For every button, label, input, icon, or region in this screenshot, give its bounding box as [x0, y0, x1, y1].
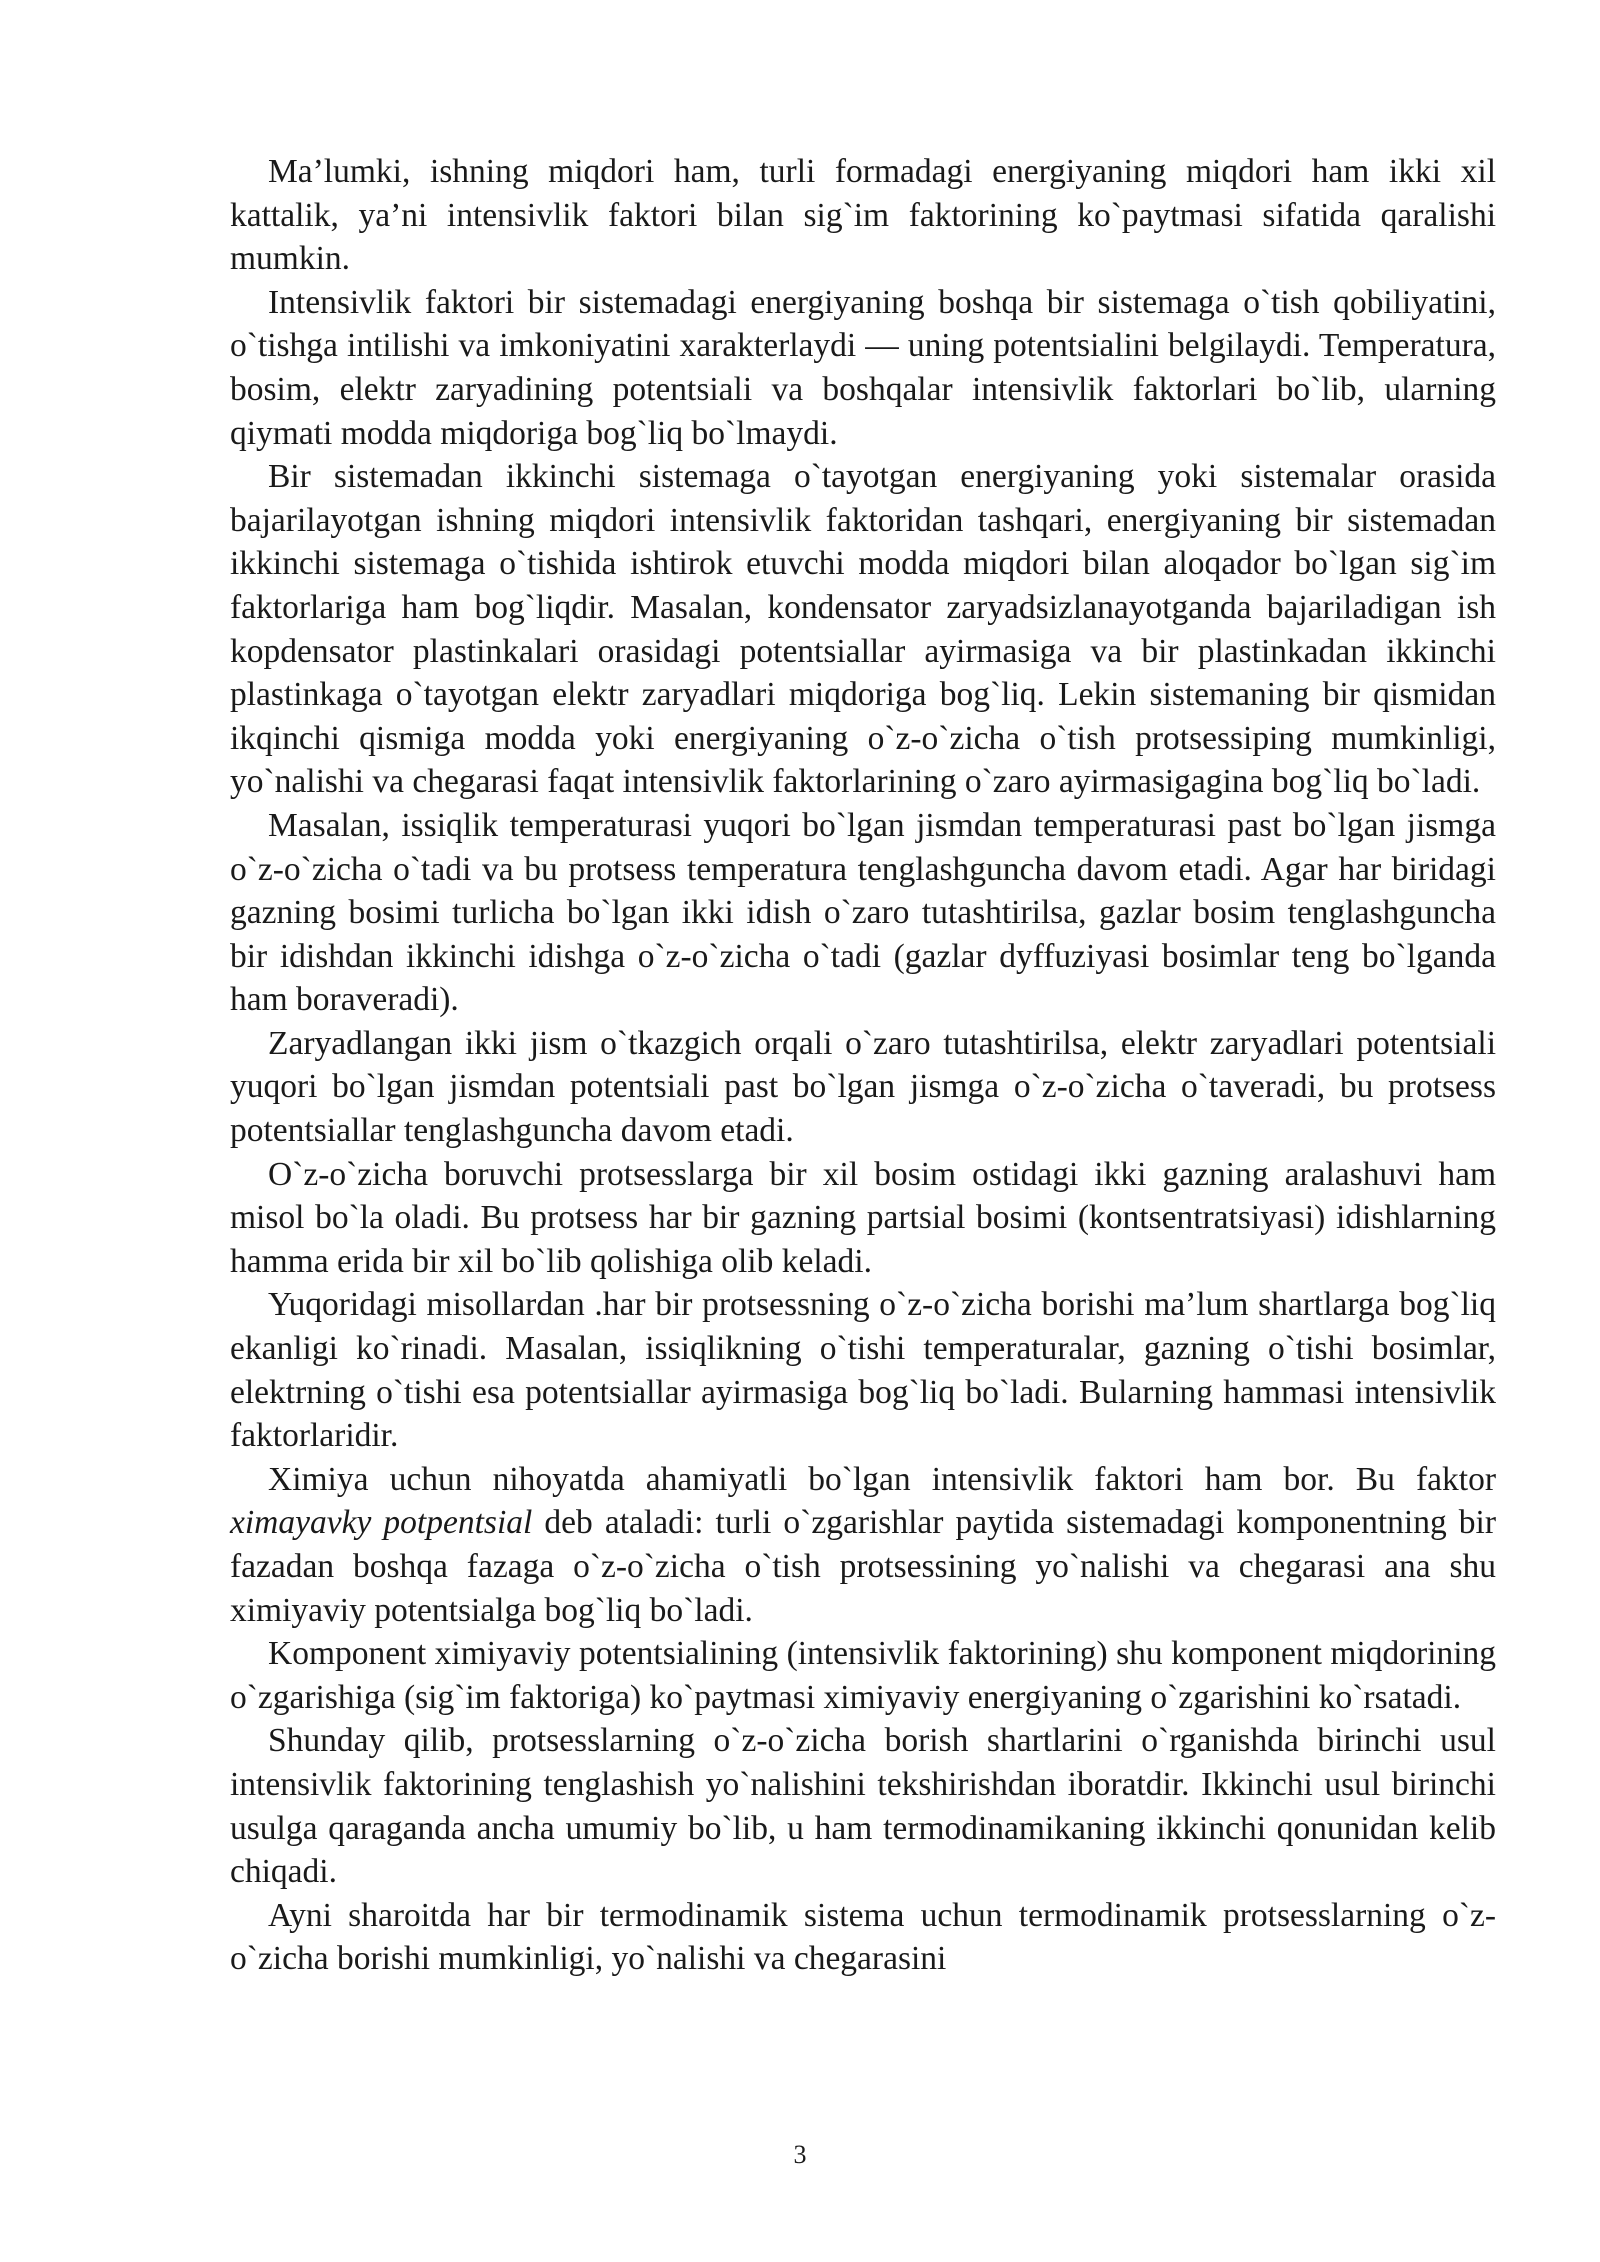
paragraph: Komponent ximiyaviy potentsialining (intensivlik faktorining) shu komponent miqdorining o`zgarishiga (sig`im faktoriga) ko`paytmasi ximiyaviy energiyaning o`zgarishini ko`rsatadi. [230, 1635, 1496, 1716]
paragraph: Ayni sharoitda har bir termodinamik sistema uchun termodinamik protsesslarning o`z-o`zicha borishi mumkinligi, yo`nalishi va chegarasini [230, 1896, 1496, 1978]
paragraph: Masalan, issiqlik temperaturasi yuqori bo`lgan jismdan temperaturasi past bo`lgan jismga o`z-o`zicha o`tadi va bu protsess temperatura tenglashguncha davom etadi. Agar har biridagi gazning bosimi turlicha bo`lgan ikki idish o`zaro tutashtirilsa, gazlar bosim tenglashguncha bir idishdan ikkinchi idishga o`z-o`zicha o`tadi (gazlar dyffuziyasi bosimlar teng bo`lganda ham boraveradi). [230, 806, 1496, 1019]
page-number: 3 [793, 2140, 807, 2169]
italic-term: ximayavky potpentsial [230, 1504, 533, 1542]
paragraph-chemical-potential [230, 1458, 1496, 1632]
paragraph: Ma’lumki, ishning miqdori ham, turli formadagi energiyaning miqdori ham ikki xil kattalik, ya’ni intensivlik faktori bilan sig`im faktorining ko`paytmasi sifatida qaralishi mumkin. [230, 153, 1496, 278]
paragraph: Zaryadlangan ikki jism o`tkazgich orqali o`zaro tutashtirilsa, elektr zaryadlari potentsiali yuqori bo`lgan jismdan potentsiali past bo`lgan jismga o`z-o`zicha o`taveradi, bu protsess potentsiallar tenglashguncha davom etadi. [230, 1024, 1496, 1150]
paragraph: Intensivlik faktori bir sistemadagi energiyaning boshqa bir sistemaga o`tish qobiliyatini, o`tishga intilishi va imkoniyatini xarakterlaydi — uning potentsialini belgilaydi. Temperatura, bosim, elektr zaryadining potentsiali va boshqalar intensivlik faktorlari bo`lib, ularning qiymati modda miqdoriga bog`liq bo`lmaydi. [230, 283, 1496, 452]
paragraph: O`z-o`zicha boruvchi protsesslarga bir xil bosim ostidagi ikki gazning aralashuvi ham misol bo`la oladi. Bu protsess har bir gazning partsial bosimi (kontsentratsiyasi) idishlarning hamma erida bir xil bo`lib qolishiga olib keladi. [230, 1155, 1496, 1280]
paragraph: Shunday qilib, protsesslarning o`z-o`zicha borish shartlarini o`rganishda birinchi usul intensivlik faktorining tenglashish yo`nalishini tekshirishdan iboratdir. Ikkinchi usul birinchi usulga qaraganda ancha umumiy bo`lib, u ham termodinamikaning ikkinchi qonunidan kelib chiqadi. [230, 1722, 1496, 1891]
paragraph: Bir sistemadan ikkinchi sistemaga o`tayotgan energiyaning yoki sistemalar orasida bajarilayotgan ishning miqdori intensivlik faktoridan tashqari, energiyaning bir sistemadan ikkinchi sistemaga o`tishida ishtirok etuvchi modda miqdori bilan aloqador bo`lgan sig`im faktorlariga ham bog`liqdir. Masalan, kondensator zaryadsizlanayotganda bajariladigan ish kopdensator plastinkalari orasidagi potentsiallar ayirmasiga va bir plastinkadan ikkinchi plastinkaga o`tayotgan elektr zaryadlari miqdoriga bog`liq. Lekin sistemaning bir qismidan ikqinchi qismiga modda yoki energiyaning o`z-o`zicha o`tish protsessiping mumkinligi, yo`nalishi va chegarasi faqat intensivlik faktorlarining o`zaro ayirmasigagina bog`liq bo`ladi. [230, 458, 1496, 801]
page-body [230, 150, 1496, 1981]
paragraph: Yuqoridagi misollardan .har bir protsessning o`z-o`zicha borishi ma’lum shartlarga bog`liq ekanligi ko`rinadi. Masalan, issiqlikning o`tishi temperaturalar, gazning o`tishi bosimlar, elektrning o`tishi esa potentsiallar ayirmasiga bog`liq bo`ladi. Bularning hammasi intensivlik faktorlaridir. [230, 1286, 1496, 1455]
paragraph-text: Ximiya uchun nihoyatda ahamiyatli bo`lgan intensivlik faktori ham bor. Bu faktor [268, 1460, 1496, 1498]
paragraph-text: deb ataladi: turli o`zgarishlar paytida sistemadagi komponentning bir fazadan boshqa fazaga o`z-o`zicha o`tish protsessining yo`nalishi va chegarasi ana shu ximiyaviy potentsialga bog`liq bo`ladi. [230, 1504, 1496, 1629]
